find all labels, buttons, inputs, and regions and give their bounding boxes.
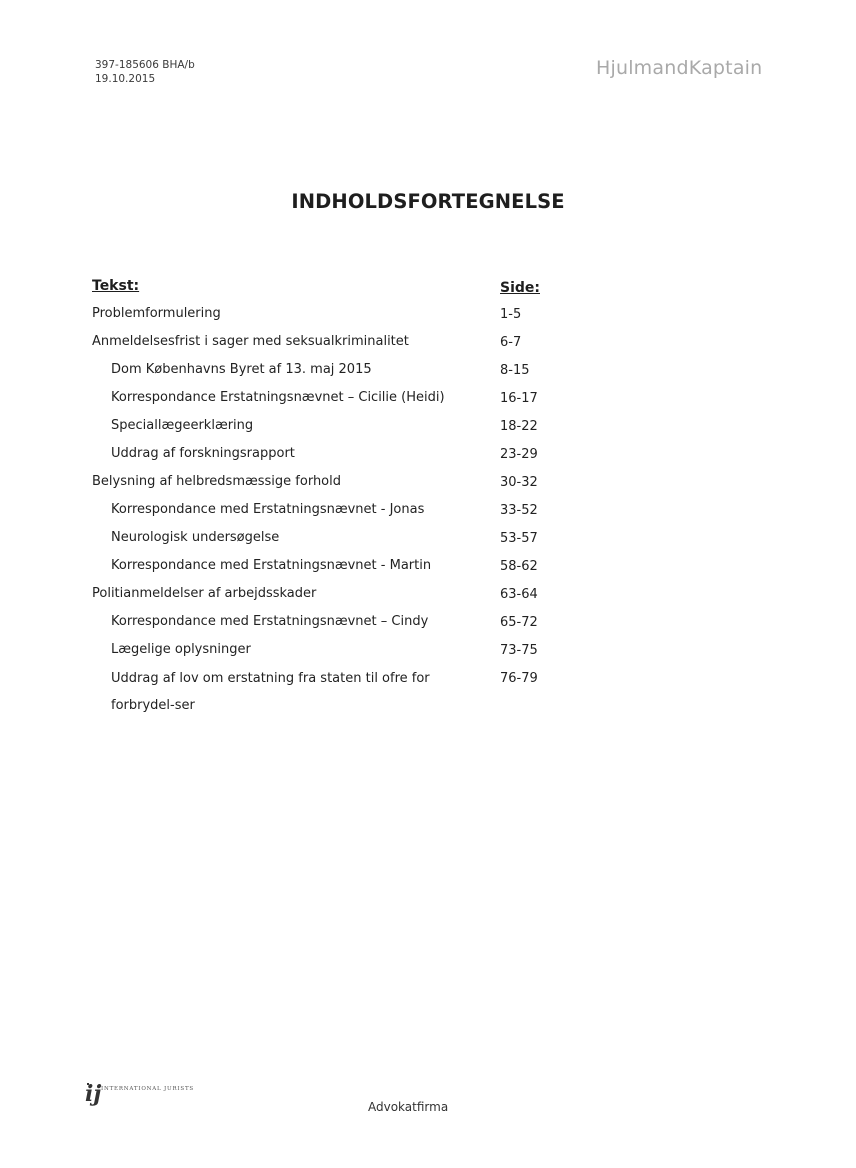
toc-entry-pages: 65-72 [500,615,538,630]
toc-entry [0,306,826,326]
toc-entry-title: Anmeldelsesfrist i sager med seksualkriminalitet [92,334,409,349]
toc-entry-pages: 1-5 [500,307,522,322]
page-title: INDHOLDSFORTEGNELSE [291,190,565,213]
toc-entry-pages: 63-64 [500,587,538,602]
toc-entry [0,362,826,382]
toc-entry-title: Neurologisk undersøgelse [111,530,280,545]
toc-entry [0,558,826,578]
toc-entry-title: Dom Københavns Byret af 13. maj 2015 [111,362,372,377]
toc-entry-pages: 53-57 [500,531,538,546]
toc-entry-title: Korrespondance Erstatningsnævnet – Cicilie (Heidi) [111,390,445,405]
toc-entry-pages: 8-15 [500,363,530,378]
toc-entry-pages: 33-52 [500,503,538,518]
toc-column-header-page: Side: [500,280,540,296]
toc-entry-pages: 16-17 [500,391,538,406]
toc-entry-title: Problemformulering [92,306,221,321]
reference-number: 397-185606 BHA/b [95,59,195,71]
firm-type-label: Advokatfirma [368,1100,449,1114]
toc-entry-title: Uddrag af lov om erstatning fra staten til ofre for forbrydel-ser [111,671,430,713]
toc-entry-title: Politianmeldelser af arbejdsskader [92,586,317,601]
toc-entry-title: Uddrag af forskningsrapport [111,446,295,461]
toc-column-header-text: Tekst: [92,278,140,294]
svg-text:ij: ij [85,1081,102,1107]
toc-entry [0,474,826,494]
toc-entry-pages: 73-75 [500,643,538,658]
toc-entry-pages: 6-7 [500,335,522,350]
toc-entry [0,502,826,522]
toc-entry-title: Speciallægeerklæring [111,418,254,433]
toc-entry-pages: 58-62 [500,559,538,574]
toc-entry-title: Korrespondance med Erstatningsnævnet - Jonas [111,502,425,517]
toc-entry-pages: 30-32 [500,475,538,490]
document-reference [95,58,195,86]
toc-entry [0,614,826,634]
toc-entry [0,390,826,410]
toc-entry-title: Korrespondance med Erstatningsnævnet – Cindy [111,614,429,629]
logo-wordmark: INTERNATIONAL JURISTS [101,1086,194,1092]
toc-entry-pages: 76-79 [500,671,538,686]
toc-entry-title: Korrespondance med Erstatningsnævnet - Martin [111,558,432,573]
toc-entry [0,446,826,466]
toc-entry [0,670,826,713]
toc-entry [0,642,826,662]
firm-logo: HjulmandKaptain [596,57,763,79]
toc-entry-pages: 18-22 [500,419,538,434]
document-date: 19.10.2015 [95,73,156,85]
toc-entry [0,334,826,354]
toc-entry-title: Belysning af helbredsmæssige forhold [92,474,341,489]
toc-entry-pages: 23-29 [500,447,538,462]
toc-entry-title: Lægelige oplysninger [111,642,251,657]
toc-entry [0,586,826,606]
toc-entry [0,418,826,438]
international-jurists-logo [85,1081,194,1107]
toc-entry [0,530,826,550]
